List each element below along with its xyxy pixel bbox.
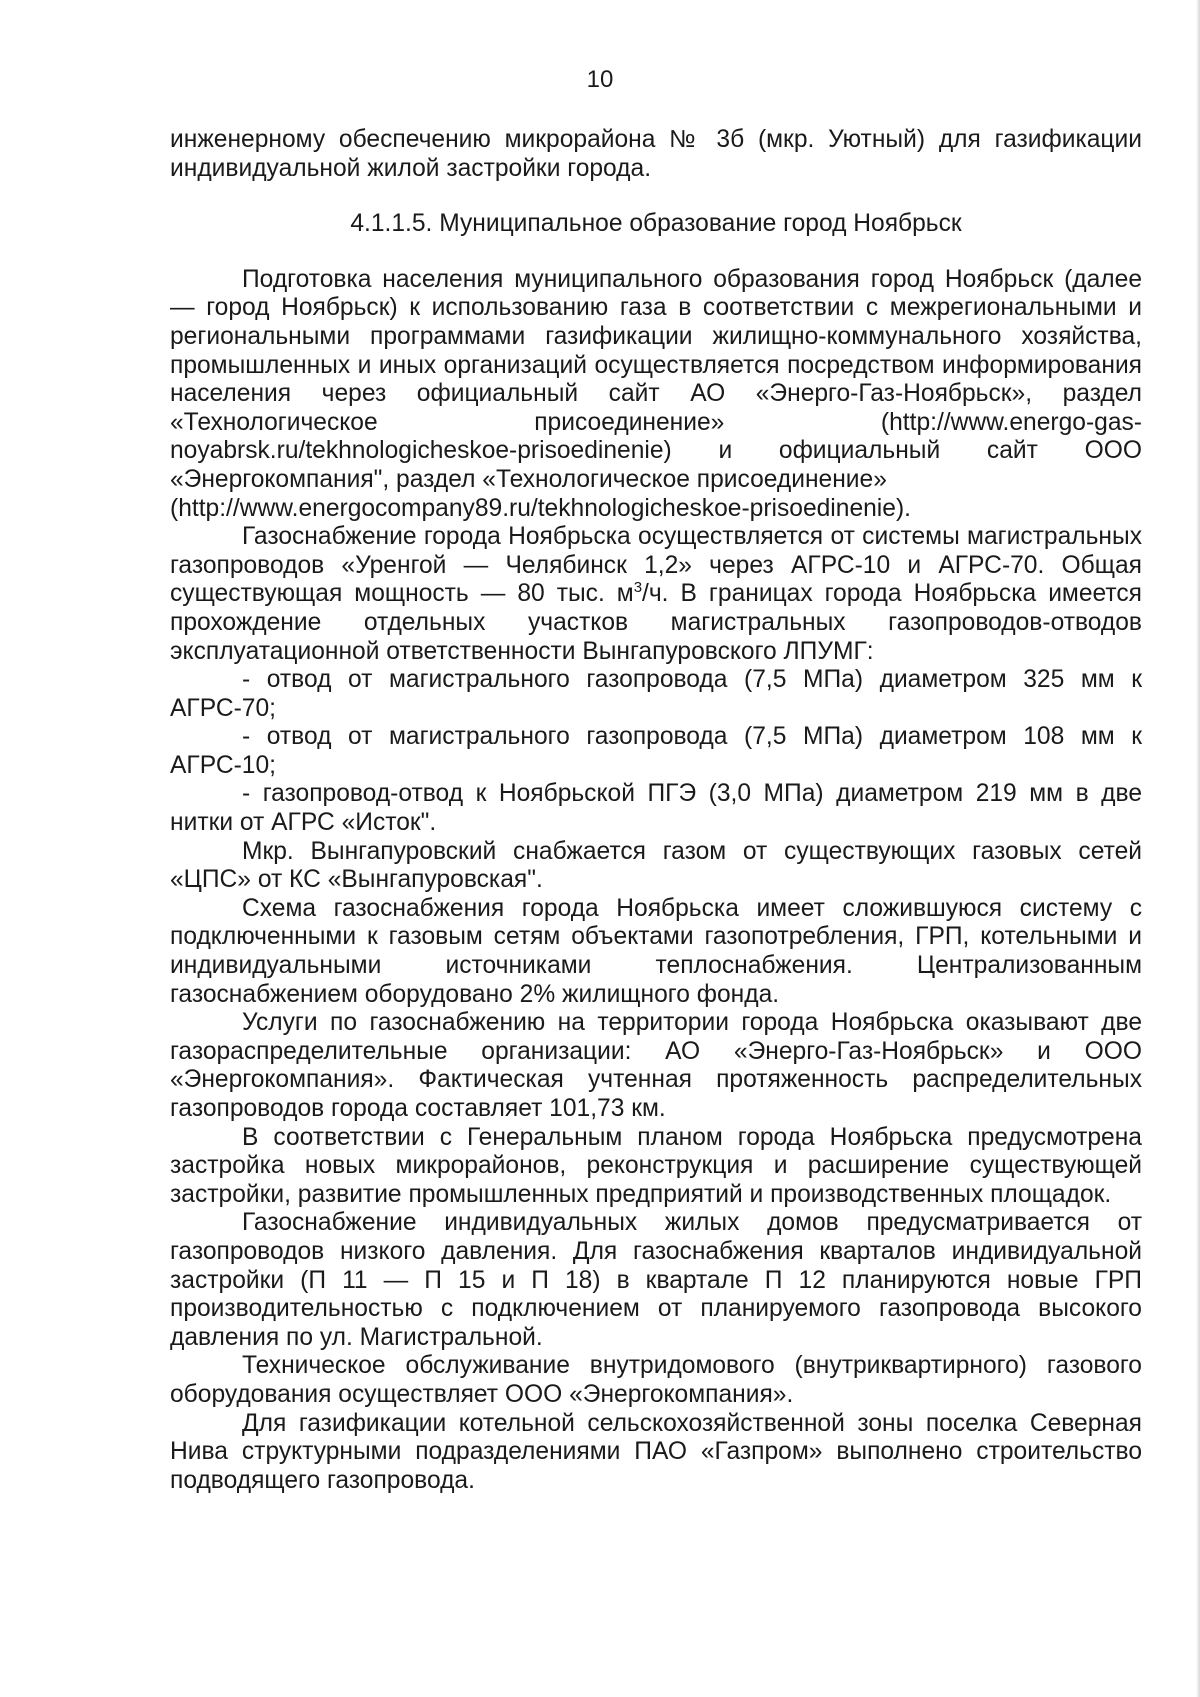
document-body	[170, 126, 1142, 1495]
paragraph-gas-supply	[170, 523, 1142, 666]
section-heading: 4.1.1.5. Муниципальное образование город Ноябрьск	[350, 210, 962, 238]
paragraph-scheme: Схема газоснабжения города Ноябрьска имеет сложившуюся систему с подключенными к газовым сетям объектами газопотребления, ГРП, котельными и индивидуальными источниками теплоснабжения. Централизованным газоснабжением оборудовано 2% жилищного фонда.	[170, 894, 1142, 1008]
paragraph-preparation: Подготовка населения муниципального образования город Ноябрьск (далее — город Ноябрьск) к использованию газа в соответствии с межрегиональными и региональными программами газификации жилищно-коммунального хозяйства, промышленных и иных организаций осуществляется посредством информирования населения через официальный сайт АО «Энерго-Газ-Ноябрьск», раздел «Технологическое присоединение» (http://www.energo-gas-noyabrsk.ru/tekhnologicheskoe-prisoedinenie) и официальный сайт ООО «Энергокомпания", раздел «Технологическое присоединение»	[170, 265, 1142, 493]
page-number: 10	[586, 66, 614, 93]
paragraph-maintenance: Техническое обслуживание внутридомового (внутриквартирного) газового оборудования осуществляет ООО «Энергокомпания».	[170, 1352, 1142, 1408]
paragraph-severnaya-niva: Для газификации котельной сельскохозяйственной зоны поселка Северная Нива структурными подразделениями ПАО «Газпром» выполнено строительство подводящего газопровода.	[170, 1409, 1142, 1494]
list-item-branch-2: - отвод от магистрального газопровода (7,5 МПа) диаметром 108 мм к АГРС-10;	[170, 723, 1142, 779]
page-edge-shadow	[1196, 0, 1200, 1697]
list-item-branch-3: - газопровод-отвод к Ноябрьской ПГЭ (3,0 МПа) диаметром 219 мм в две нитки от АГРС «Исток".	[170, 780, 1142, 837]
list-item-branch-1: - отвод от магистрального газопровода (7,5 МПа) диаметром 325 мм к АГРС-70;	[170, 666, 1142, 722]
paragraph-vyngapurovsky: Мкр. Вынгапуровский снабжается газом от существующих газовых сетей «ЦПС» от КС «Вынгапуровская".	[170, 837, 1142, 894]
paragraph-services: Услуги по газоснабжению на территории города Ноябрьска оказывают две газораспределительные организации: АО «Энерго-Газ-Ноябрьск» и ООО «Энергокомпания». Фактическая учтенная протяженность распределительных газопроводов города составляет 101,73 км.	[170, 1009, 1142, 1122]
paragraph-preparation-url: (http://www.energocompany89.ru/tekhnologicheskoe-prisoedinenie).	[170, 494, 911, 522]
paragraph-individual-houses: Газоснабжение индивидуальных жилых домов предусматривается от газопроводов низкого давления. Для газоснабжения кварталов индивидуальной застройки (П 11 — П 15 и П 18) в квартале П 12 планируются новые ГРП производительностью с подключением от планируемого газопровода высокого давления по ул. Магистральной.	[170, 1209, 1142, 1351]
intro-paragraph: инженерному обеспечению микрорайона № 3б (мкр. Уютный) для газификации индивидуальной жилой застройки города.	[170, 126, 1142, 182]
gas-supply-text-b: /ч. В границах города Ноябрьска имеется прохождение отдельных участков магистральных газопроводов-отводов эксплуатационной ответственности Вынгапуровского ЛПУМГ:	[170, 580, 1142, 665]
gas-supply-text-a: Газоснабжение города Ноябрьска осуществляется от системы магистральных газопроводов «Уренгой — Челябинск 1,2» через АГРС-10 и АГРС-70. Общая существующая мощность — 80 тыс. м	[170, 523, 1142, 608]
paragraph-general-plan: В соответствии с Генеральным планом города Ноябрьска предусмотрена застройка новых микрорайонов, реконструкция и расширение существующей застройки, развитие промышленных предприятий и производственных площадок.	[170, 1123, 1142, 1208]
gas-supply-superscript: 3	[633, 579, 643, 597]
